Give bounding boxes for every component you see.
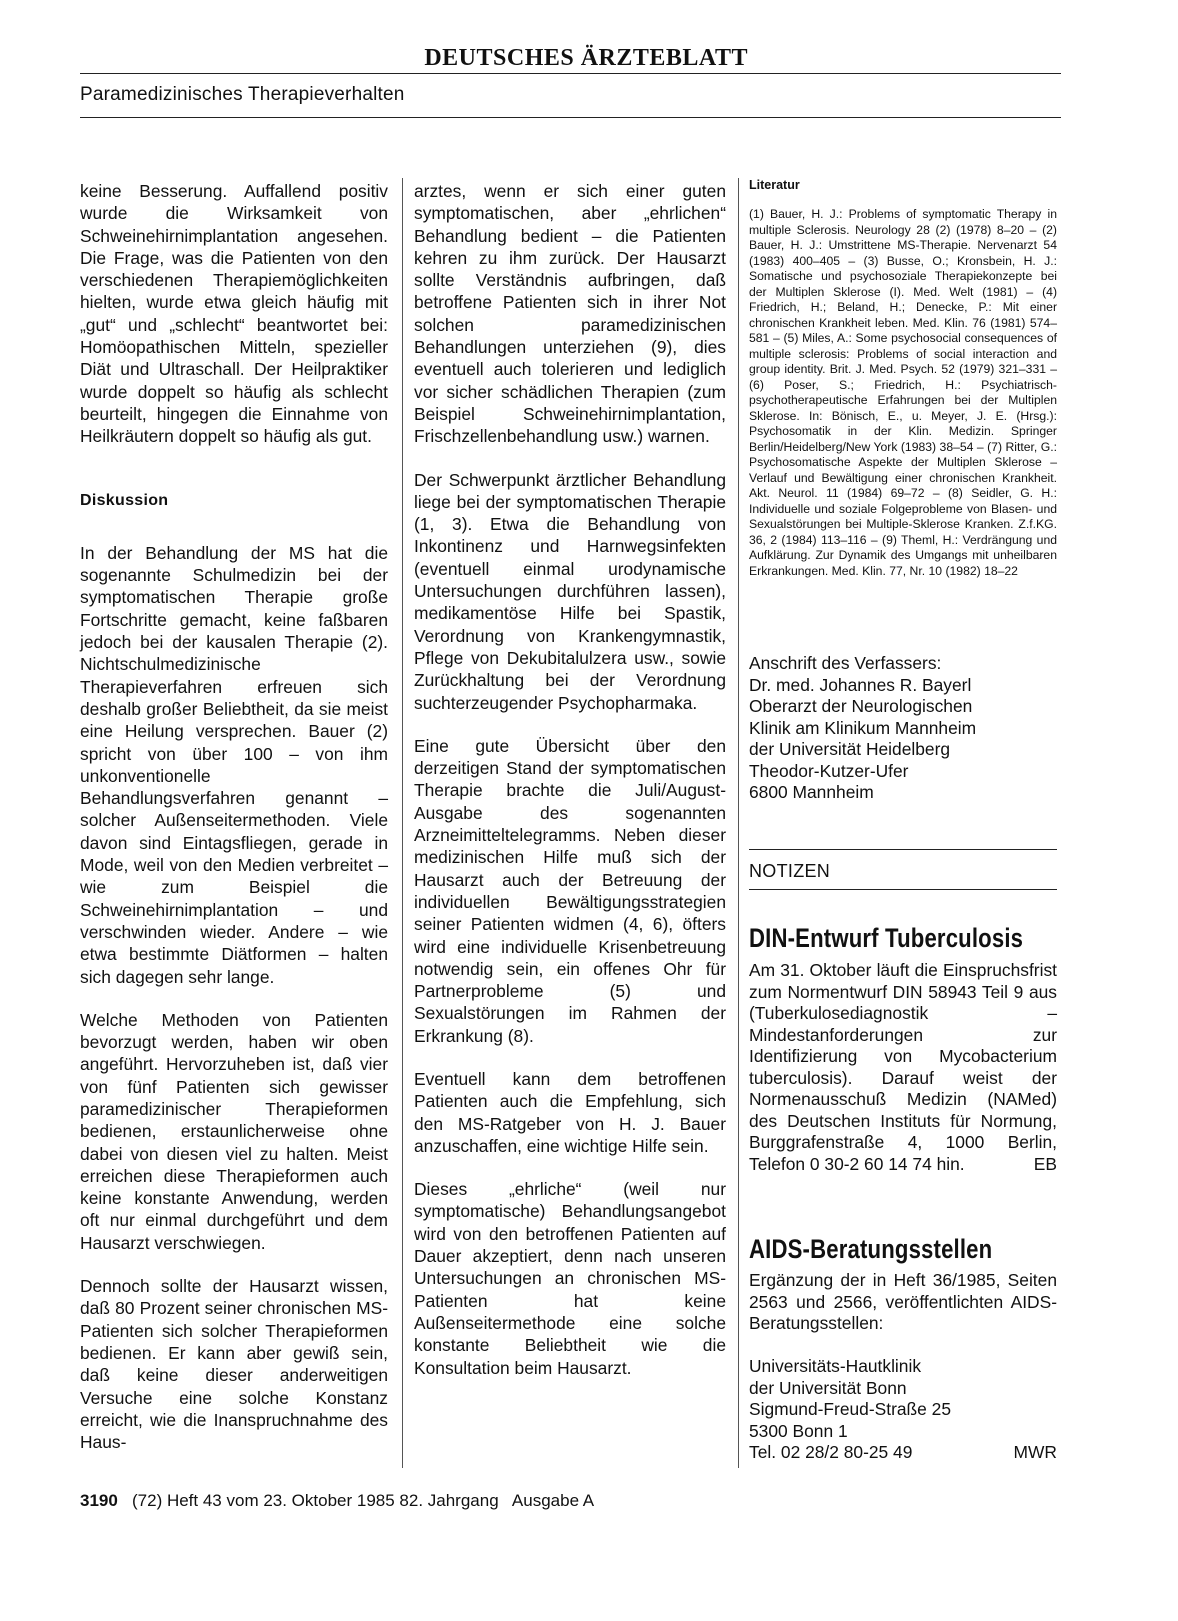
column-divider [402, 178, 403, 1468]
phone-row [749, 1442, 1057, 1464]
notizen-label: NOTIZEN [749, 861, 831, 881]
address-line: Dr. med. Johannes R. Bayerl [749, 674, 972, 695]
address-line: Klinik am Klinikum Mannheim [749, 717, 977, 738]
literature-heading: Literatur [749, 178, 800, 192]
address-line: Anschrift des Verfassers: [749, 653, 942, 673]
notice-headline-din: DIN-Entwurf Tuberculosis [749, 923, 1024, 953]
page-footer [80, 1490, 594, 1512]
notice-headline-aids: AIDS-Beratungsstellen [749, 1234, 993, 1264]
paragraph: Eine gute Übersicht über den derzeitigen Stand der symptomatischen Therapie brachte die Juli/August-Ausgabe des sogenannten Arzneimitteltelegramms. Neben dieser medizinischen Hilfe muß sich der Hausarzt auch der Betreuung der individuellen Bewältigungsstrategien seiner Patienten widmen (4, 6), öfters wird eine individuelle Krisenbetreuung notwendig sein, ein offenes Ohr für Partnerprobleme (5) und Sexualstörungen im Rahmen der Erkrankung (8). [414, 735, 726, 1046]
address-line: Universitäts-Hautklinik [749, 1356, 922, 1376]
address-line: 6800 Mannheim [749, 782, 874, 802]
notice-aids-address [749, 1356, 1057, 1464]
paragraph: Dennoch sollte der Hausarzt wissen, daß 80 Prozent seiner chronischen MS-Patienten sich solcher Therapieformen bedienen. Er kann aber gewiß sein, daß keine dieser anderweitigen Versuche eine solche Konstanz erreicht, wie die Inanspruchnahme des Haus- [80, 1276, 388, 1453]
notice-signature: EB [1033, 1153, 1057, 1174]
section-heading-diskussion: Diskussion [80, 491, 169, 509]
notizen-bottom-rule [749, 889, 1057, 890]
paragraph: Dieses „ehrliche“ (weil nur symptomatische) Behandlungsangebot wird von den betroffenen Patienten auf Dauer akzeptiert, denn nach unseren Untersuchungen an chronischen MS-Patienten hat keine Außenseitermethode eine solche konstante Beliebtheit wie die Konsultation beim Hausarzt. [414, 1179, 726, 1378]
address-line: der Universität Bonn [749, 1377, 907, 1398]
column-1 [80, 180, 388, 1474]
notice-signature: MWR [1013, 1442, 1057, 1462]
column-divider [738, 178, 739, 1468]
address-line: 5300 Bonn 1 [749, 1420, 848, 1441]
author-address [749, 653, 1057, 804]
edition-label: Ausgabe A [511, 1491, 595, 1510]
phone-number: Tel. 02 28/2 80-25 49 [749, 1442, 913, 1462]
notice-aids-text: Ergänzung der in Heft 36/1985, Seiten 2563 und 2566, veröffentlichten AIDS-Beratungsstellen: [749, 1270, 1057, 1333]
paragraph: keine Besserung. Auffallend positiv wurde die Wirksamkeit von Schweinehirnimplantation angesehen. Die Frage, was die Patienten von den verschiedenen Therapiemöglichkeiten hielten, wurde etwa gleich häufig mit „gut“ und „schlecht“ beantwortet bei: Homöopathischen Mitteln, spezieller Diät und Ultraschall. Der Heilpraktiker wurde doppelt so häufig als schlecht beurteilt, hingegen die Einnahme von Heilkräutern doppelt so häufig als gut. [80, 181, 388, 447]
section-title: Paramedizinisches Therapieverhalten [80, 84, 405, 105]
literature-references: (1) Bauer, H. J.: Problems of symptomatic Therapy in multiple Sclerosis. Neurology 28 (2) (1978) 8–20 – (2) Bauer, H. J.: Umstrittene MS-Therapie. Nervenarzt 54 (1983) 400–405 – (3) Busse, O.; Kronsbein, H. J.: Somatische und psychosoziale Therapiekonzepte bei der Multiplen Sklerose (I). Med. Welt (1981) – (4) Friedrich, H.; Beland, H.; Denecke, P.: Mit einer chronischen Krankheit leben. Med. Klin. 76 (1981) 574–581 – (5) Miles, A.: Some psychosocial consequences of multiple sclerosis: Problems of social interaction and group identity. Brit. J. Med. Psych. 52 (1979) 321–331 – (6) Poser, S.; Friedrich, H.: Psychiatrisch-psychotherapeutische Erfahrungen bei der Multiplen Sklerose. In: Bönisch, E., u. Meyer, J. E. (Hrsg.): Psychosomatik in der Klin. Medizin. Springer Berlin/Heidelberg/New York (1983) 38–54 – (7) Ritter, G.: Psychosomatische Aspekte der Multiplen Sklerose – Verlauf und Bewältigung einer chronischen Krankheit. Akt. Neurol. 11 (1984) 69–72 – (8) Seidler, G. H.: Individuelle und soziale Folgeprobleme von Blasen- und Sexualstörungen bei Multiple-Sklerose Kranken. Z.f.KG. 36, 2 (1984) 113–116 – (9) Theml, H.: Verdrängung und Aufklärung. Zur Dynamik des Umgangs mit unheilbaren Erkrankungen. Med. Klin. 77, Nr. 10 (1982) 18–22 [749, 207, 1057, 578]
paragraph: Welche Methoden von Patienten bevorzugt werden, haben wir oben angeführt. Hervorzuheben ist, daß vier von fünf Patienten sich gewisser paramedizinischer Therapieformen bedienen, erstaunlicherweise ohne dabei von diesen viel zu halten. Meist erreichen diese Therapieformen auch keine konstante Anwendung, werden oft nur einmal durchgeführt und dem Hausarzt verschwiegen. [80, 1009, 388, 1253]
address-line: Sigmund-Freud-Straße 25 [749, 1399, 952, 1419]
paragraph: In der Behandlung der MS hat die sogenannte Schulmedizin bei der symptomatischen Therapie große Fortschritte gemacht, keine faßbaren jedoch bei der kausalen Therapie (2). Nichtschulmedizinische Therapieverfahren erfreuen sich deshalb großer Beliebtheit, da sie meist eine Heilung versprechen. Bauer (2) spricht von über 100 – von ihm unkonventionelle Behandlungsverfahren genannt – solcher Außenseitermethoden. Viele davon sind Eintagsfliegen, gerade in Mode, weil von den Medien verbreitet – wie zum Beispiel die Schweinehirnimplantation – und verschwinden wieder. Andere – wie etwa bestimmte Diätformen – halten sich dagegen sehr lange. [80, 542, 388, 987]
notice-body: Am 31. Oktober läuft die Einspruchsfrist zum Normentwurf DIN 58943 Teil 9 aus (Tuberkulosediagnostik – Mindestanforderungen zur Identifizierung von Mycobacterium tuberculosis). Darauf weist der Normenausschuß Medizin (NAMed) des Deutschen Instituts für Normung, Burggrafenstraße 4, 1000 Berlin, Telefon 0 30-2 60 14 74 hin. [749, 960, 1057, 1174]
notice-din-text [749, 960, 1057, 1175]
address-line: der Universität Heidelberg [749, 739, 951, 759]
column-2 [414, 180, 726, 1400]
page-number: 3190 [80, 1491, 118, 1510]
address-line: Theodor-Kutzer-Ufer [749, 760, 909, 781]
notizen-top-rule [749, 849, 1057, 850]
paragraph: Eventuell kann dem betroffenen Patienten auch die Empfehlung, sich den MS-Ratgeber von H. J. Bauer anzuschaffen, eine wichtige Hilfe sein. [414, 1068, 726, 1156]
masthead: DEUTSCHES ÄRZTEBLATT [424, 45, 748, 71]
section-rule [80, 117, 1061, 118]
address-line: Oberarzt der Neurologischen [749, 696, 973, 716]
masthead-rule [80, 73, 1061, 74]
paragraph: Der Schwerpunkt ärztlicher Behandlung liege bei der symptomatischen Therapie (1, 3). Etwa die Behandlung von Inkontinenz und Harnwegsinfekten (eventuell einmal urodynamische Untersuchungen durchführen lassen), medikamentöse Hilfe bei Spastik, Verordnung von Krankengymnastik, Pflege von Dekubitalulzera usw., sowie Zurückhaltung bei der Verordnung suchterzeugender Psychopharmaka. [414, 469, 726, 713]
paragraph: arztes, wenn er sich einer guten symptomatischen, aber „ehrlichen“ Behandlung bedient – die Patienten kehren zu ihm zurück. Der Hausarzt sollte Verständnis aufbringen, daß betroffene Patienten sich in ihrer Not solchen paramedizinischen Behandlungen unterziehen (9), dies eventuell auch tolerieren und lediglich vor sicher schädlichen Therapien (zum Beispiel Schweinehirnimplantation, Frischzellenbehandlung usw.) warnen. [414, 181, 726, 447]
issue-info: (72) Heft 43 vom 23. Oktober 1985 82. Jahrgang [132, 1491, 499, 1510]
